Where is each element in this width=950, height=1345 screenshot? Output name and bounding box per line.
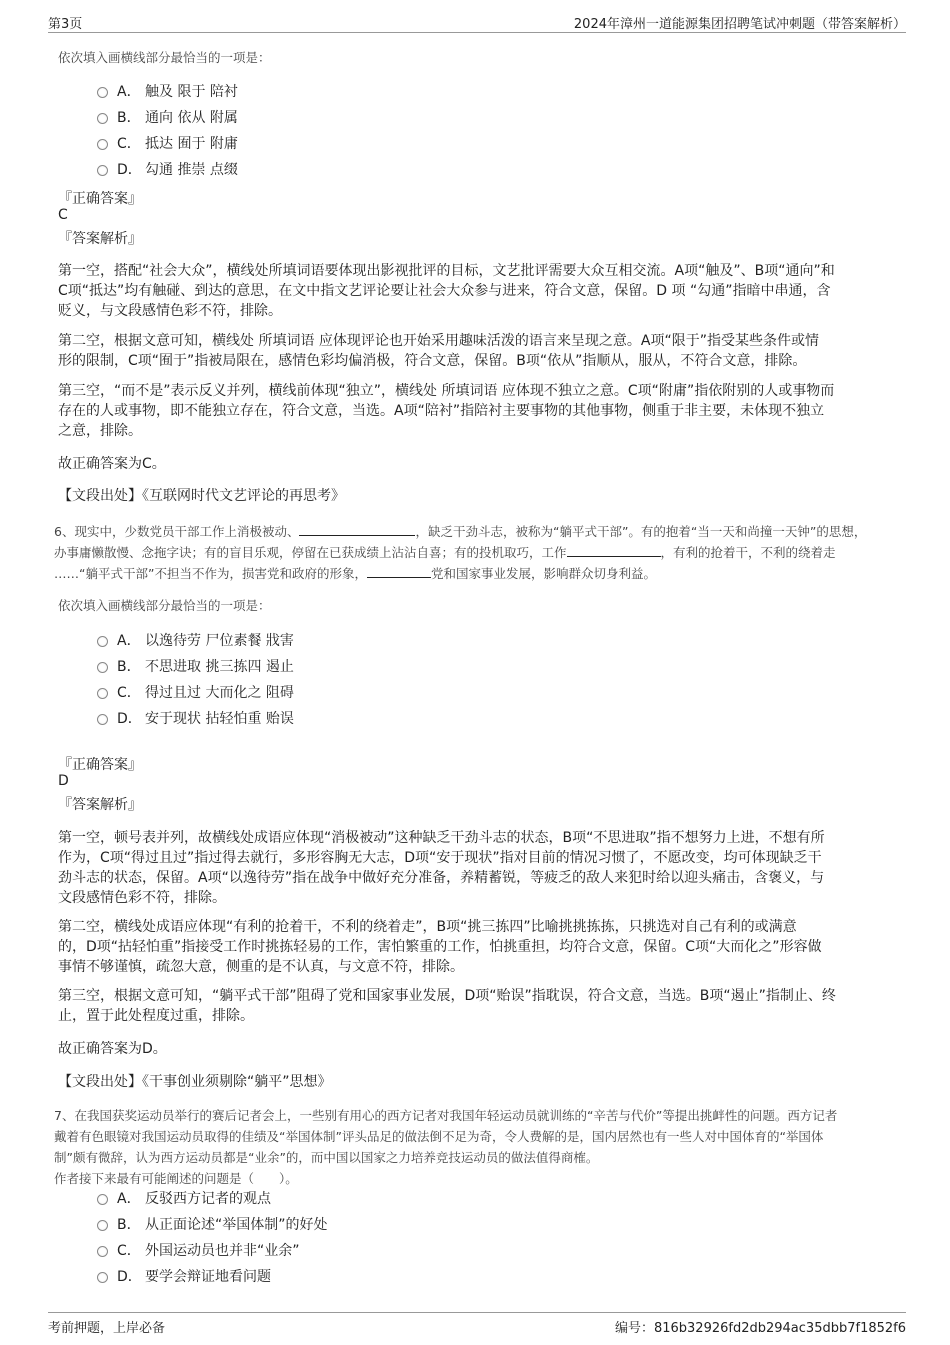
radio-icon[interactable] (97, 688, 108, 699)
page-number: 第3页 (48, 17, 83, 32)
q7-option-c[interactable]: C． 外国运动员也并非“业余” (97, 1239, 300, 1261)
radio-icon[interactable] (97, 1220, 108, 1231)
q6-option-c[interactable]: C． 得过且过 大而化之 阻碍 (97, 681, 294, 703)
source: 【文段出处】《互联网时代文艺评论的再思考》 (58, 488, 345, 504)
radio-icon[interactable] (97, 1246, 108, 1257)
q6-prompt: 依次填入画横线部分最恰当的一项是： (58, 598, 271, 613)
radio-icon[interactable] (97, 1194, 108, 1205)
radio-icon[interactable] (97, 662, 108, 673)
q6-stem: 6、现实中，少数党员干部工作上消极被动、 ，缺乏干劲斗志，被称为“躺平式干部”。有的抱着“当一天和尚撞一天钟”的思想， 办事庸懒散慢、念拖字诀；有的盲目乐观，停留在已获成绩上沾沾自喜；有的投机取巧，工作 ，有利的抢着干，不利的绕着走 ……“躺平式干部”不担当不作为，损害党和政府的形象， 党和国家事业发展，影响群众切身利益。 (54, 521, 904, 584)
document-id: 编号：816b32926fd2db294ac35dbb7f1852f6 (614, 1321, 906, 1336)
q7-stem: 7、在我国获奖运动员举行的赛后记者会上，一些别有用心的西方记者对我国年轻运动员就训练的“辛苦与代价”等提出挑衅性的问题。西方记者 戴着有色眼镜对我国运动员取得的佳绩及“举国体制”评头品足的做法倒不足为奇，令人费解的是，国内居然也有一些人对中国体育的“举国体 制”颇有微辞，认为西方运动员都是“业余”的，而中国以国家之力培养竞技运动员的做法值得商榷。 作者接下来最有可能阐述的问题是（ ）。 (54, 1108, 838, 1186)
answer-label: 『正确答案』 (58, 191, 142, 207)
q6-option-b[interactable]: B． 不思进取 挑三拣四 遏止 (97, 655, 294, 677)
footer-slogan: 考前押题，上岸必备 (48, 1321, 166, 1336)
blank-line[interactable] (567, 542, 661, 557)
blank-line[interactable] (299, 521, 415, 536)
radio-icon[interactable] (97, 87, 108, 98)
q5-option-c[interactable]: C． 抵达 囿于 附庸 (97, 132, 238, 154)
analysis-paragraph-1: 第一空，搭配“社会大众”，横线处所填词语要体现出影视批评的目标，文艺批评需要大众互相交流。A项“触及”、B项“通向”和 C项“抵达”均有触碰、到达的意思，在文中指文艺评论要让社会大众参与进来，符合文意，保留。D 项 “勾通”指暗中串通，含 贬义，与文段感情色彩不符，排除。 (58, 263, 835, 319)
q6-option-a[interactable]: A． 以逸待劳 尸位素餐 戕害 (97, 629, 294, 651)
analysis-paragraph-3: 第三空，根据文意可知，“躺平式干部”阻碍了党和国家事业发展，D项“贻误”指耽误，符合文意，当选。B项“遏止”指制止、终 止，置于此处程度过重，排除。 (58, 988, 836, 1024)
analysis-paragraph-1: 第一空，顿号表并列，故横线处成语应体现“消极被动”这种缺乏干劲斗志的状态，B项“不思进取”指不想努力上进，不想有所 作为，C项“得过且过”指过得去就行，多形容胸无大志，D项“安于现状”指对目前的情况习惯了，不愿改变，均可体现缺乏干 劲斗志的状态，保留。A项“以逸待劳”指在战争中做好充分准备，养精蓄锐，等疲乏的敌人来犯时给以迎头痛击，含褒义，与 文段感情色彩不符，排除。 (58, 830, 825, 906)
radio-icon[interactable] (97, 636, 108, 647)
answer-value: C (58, 207, 68, 223)
blank-line[interactable] (367, 563, 431, 578)
radio-icon[interactable] (97, 165, 108, 176)
conclusion: 故正确答案为C。 (58, 456, 166, 472)
analysis-label: 『答案解析』 (58, 231, 142, 247)
analysis-paragraph-2: 第二空，根据文意可知，横线处 所填词语 应体现评论也开始采用趣味活泼的语言来呈现之意。A项“限于”指受某些条件或情 形的限制，C项“囿于”指被局限在，感情色彩均偏消极，符合文意，保留。B项“依从”指顺从，服从，不符合文意，排除。 (58, 333, 819, 369)
document-title: 2024年漳州一道能源集团招聘笔试冲刺题（带答案解析） (573, 17, 906, 32)
source: 【文段出处】《干事创业须剔除“躺平”思想》 (58, 1074, 332, 1090)
q5-option-b[interactable]: B． 通向 依从 附属 (97, 106, 238, 128)
conclusion: 故正确答案为D。 (58, 1041, 167, 1057)
radio-icon[interactable] (97, 139, 108, 150)
q7-option-b[interactable]: B． 从正面论述“举国体制”的好处 (97, 1213, 328, 1235)
q5-prompt: 依次填入画横线部分最恰当的一项是： (58, 50, 271, 65)
analysis-label: 『答案解析』 (58, 797, 142, 813)
page-header (48, 10, 906, 33)
q6-option-d[interactable]: D． 安于现状 拈轻怕重 贻误 (97, 707, 294, 729)
analysis-paragraph-2: 第二空，横线处成语应体现“有利的抢着干，不利的绕着走”，B项“挑三拣四”比喻挑挑拣拣，只挑选对自己有利的或满意 的，D项“拈轻怕重”指接受工作时挑拣轻易的工作，害怕繁重的工作，怕挑重担，均符合文意，保留。C项“大而化之”形容做 事情不够谨慎，疏忽大意，侧重的是不认真，与文意不符，排除。 (58, 919, 822, 975)
analysis-paragraph-3: 第三空，“而不是”表示反义并列，横线前体现“独立”，横线处 所填词语 应体现不独立之意。C项“附庸”指依附别的人或事物而 存在的人或事物，即不能独立存在，符合文意，当选。A项“陪衬”指陪衬主要事物的其他事物，侧重于非主要，未体现不独立 之意，排除。 (58, 383, 835, 439)
radio-icon[interactable] (97, 714, 108, 725)
answer-label: 『正确答案』 (58, 757, 142, 773)
q5-option-d[interactable]: D． 勾通 推崇 点缀 (97, 158, 238, 180)
q7-option-a[interactable]: A． 反驳西方记者的观点 (97, 1187, 271, 1209)
radio-icon[interactable] (97, 1272, 108, 1283)
radio-icon[interactable] (97, 113, 108, 124)
answer-value: D (58, 773, 69, 789)
q5-option-a[interactable]: A． 触及 限于 陪衬 (97, 80, 238, 102)
q7-option-d[interactable]: D． 要学会辩证地看问题 (97, 1265, 271, 1287)
page-footer (48, 1312, 906, 1341)
